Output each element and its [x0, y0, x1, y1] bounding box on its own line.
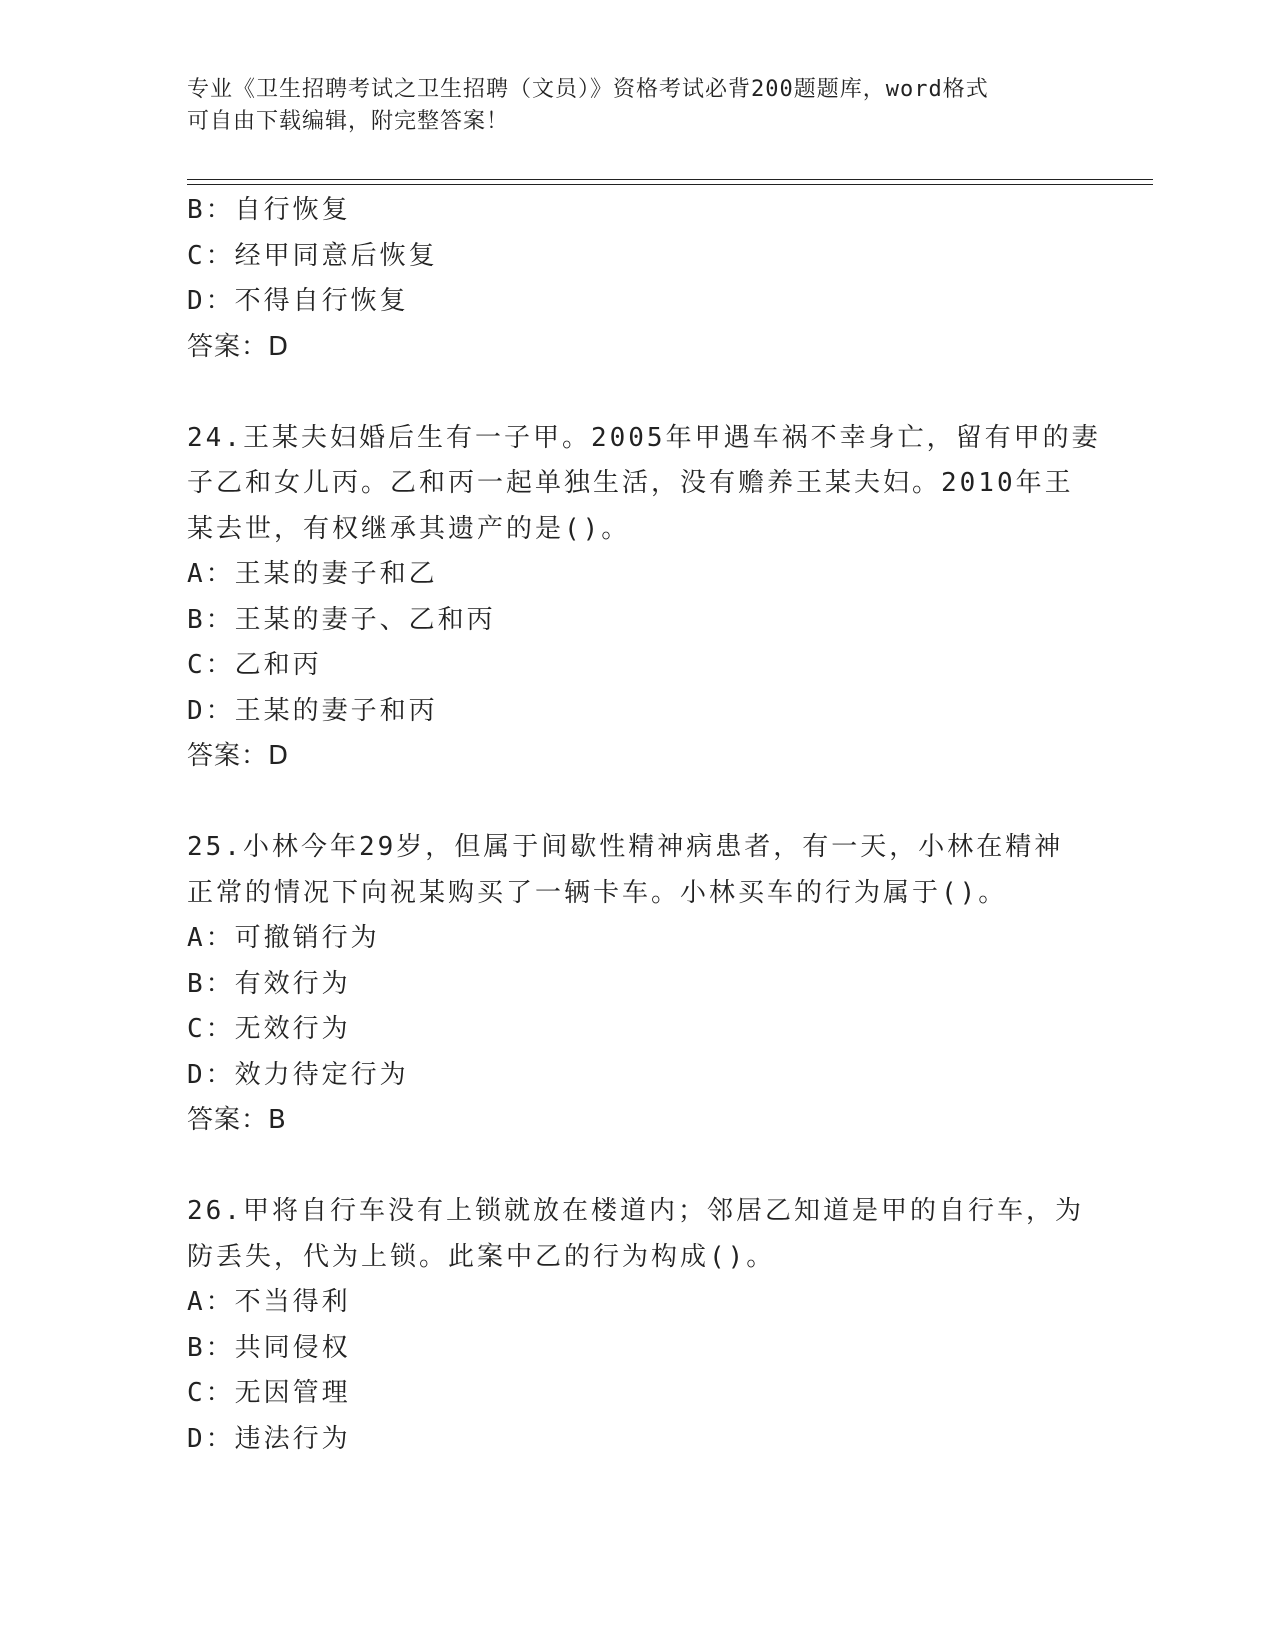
question-stem-line: 26.甲将自行车没有上锁就放在楼道内；邻居乙知道是甲的自行车，为 [187, 1196, 1084, 1226]
question-stem-line: 25.小林今年29岁，但属于间歇性精神病患者，有一天，小林在精神 [187, 832, 1064, 862]
option-c: C：无因管理 [187, 1378, 351, 1408]
option-b: B：王某的妻子、乙和丙 [187, 604, 496, 635]
question-content [187, 188, 1101, 1462]
option-a: A：可撤销行为 [187, 923, 380, 953]
option-a: A：不当得利 [187, 1287, 351, 1317]
answer-line: 答案：D [187, 331, 290, 362]
question-stem-line: 防丢失，代为上锁。此案中乙的行为构成()。 [187, 1241, 776, 1272]
option-d: D：效力待定行为 [187, 1059, 409, 1090]
question-24 [187, 416, 1101, 780]
header-rule-bottom [187, 184, 1153, 185]
question-stem-line: 子乙和女儿丙。乙和丙一起单独生活，没有赡养王某夫妇。2010年王 [187, 468, 1074, 498]
header-line-2: 可自由下载编辑，附完整答案！ [187, 109, 510, 134]
header-line-1: 专业《卫生招聘考试之卫生招聘（文员）》资格考试必背200题题库，word格式 [187, 77, 989, 102]
spacer [187, 780, 1087, 826]
question-stem-line: 24.王某夫妇婚后生有一子甲。2005年甲遇车祸不幸身亡，留有甲的妻 [187, 422, 1101, 453]
header-rule-top [187, 179, 1153, 180]
answer-line: 答案：D [187, 741, 290, 771]
option-b: B：有效行为 [187, 968, 351, 999]
question-23 [187, 188, 1087, 370]
question-26 [187, 1189, 1087, 1462]
question-stem-line: 正常的情况下向祝某购买了一辆卡车。小林买车的行为属于()。 [187, 877, 1008, 908]
answer-line: 答案：B [187, 1105, 287, 1135]
spacer [187, 370, 1087, 416]
question-stem-line: 某去世，有权继承其遗产的是()。 [187, 513, 631, 544]
option-b: B：共同侵权 [187, 1332, 351, 1363]
spacer [187, 1144, 1087, 1190]
option-a: A：王某的妻子和乙 [187, 559, 438, 589]
option-c: C：乙和丙 [187, 650, 322, 680]
option-d: D：违法行为 [187, 1423, 351, 1454]
option-c: C：无效行为 [187, 1014, 351, 1044]
question-25 [187, 825, 1087, 1144]
option-d: D：王某的妻子和丙 [187, 695, 438, 726]
option-b: B：自行恢复 [187, 195, 351, 225]
document-header [187, 74, 1087, 138]
option-c: C：经甲同意后恢复 [187, 240, 438, 271]
option-d: D：不得自行恢复 [187, 286, 409, 316]
